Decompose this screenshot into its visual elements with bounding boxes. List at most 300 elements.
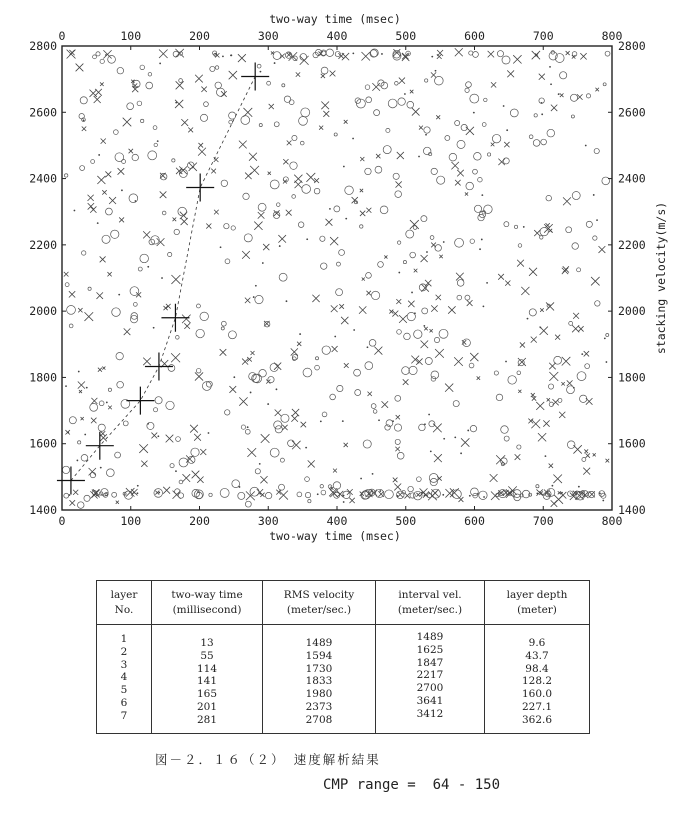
table-cell: 55 xyxy=(200,649,214,662)
semblance-dot-mark xyxy=(65,385,67,387)
semblance-dot-mark xyxy=(360,478,362,480)
semblance-dot-mark xyxy=(372,473,374,475)
x-tick-label-top: 100 xyxy=(120,29,142,43)
semblance-dot-mark xyxy=(527,318,529,320)
semblance-cross-mark xyxy=(163,306,167,310)
y-tick-label-left: 1400 xyxy=(29,503,57,517)
semblance-cross-mark xyxy=(584,449,588,453)
semblance-circle-mark xyxy=(336,289,343,296)
table-cell: 4 xyxy=(120,671,128,684)
header-line: No. xyxy=(114,603,134,616)
semblance-circle-mark xyxy=(393,50,401,58)
semblance-circle-mark xyxy=(259,369,267,377)
semblance-cross-mark xyxy=(448,306,455,313)
semblance-circle-mark xyxy=(501,426,509,434)
semblance-circle-mark xyxy=(422,308,428,314)
semblance-circle-mark xyxy=(339,250,345,256)
semblance-circle-mark xyxy=(546,195,552,201)
semblance-cross-mark xyxy=(586,398,593,405)
semblance-dot-mark xyxy=(596,219,598,221)
semblance-cross-mark xyxy=(258,212,265,219)
semblance-cross-mark xyxy=(491,82,496,87)
table-cell: 1489 xyxy=(416,631,444,643)
semblance-circle-mark xyxy=(305,477,310,482)
table-cell: 160.0 xyxy=(521,688,553,701)
header-line: (meter) xyxy=(517,603,557,616)
semblance-circle-mark xyxy=(336,262,340,266)
semblance-dot-mark xyxy=(147,266,149,268)
semblance-circle-mark xyxy=(200,114,207,121)
semblance-dot-mark xyxy=(573,387,575,389)
semblance-circle-mark xyxy=(371,291,379,299)
semblance-cross-mark xyxy=(344,363,349,368)
semblance-circle-mark xyxy=(84,495,90,501)
semblance-circle-mark xyxy=(366,97,372,103)
semblance-circle-mark xyxy=(431,371,439,379)
table-cell: 3641 xyxy=(416,694,444,707)
semblance-circle-mark xyxy=(81,454,88,461)
col-interval-velocity xyxy=(376,625,485,734)
semblance-circle-mark xyxy=(78,441,81,444)
semblance-circle-mark xyxy=(395,191,402,198)
semblance-circle-mark xyxy=(290,162,297,169)
y-tick-label-left: 1800 xyxy=(29,370,57,385)
table-cell: 2 xyxy=(120,645,128,658)
semblance-dot-mark xyxy=(247,426,249,428)
semblance-cross-mark xyxy=(260,476,267,483)
semblance-circle-mark xyxy=(606,334,609,337)
y-tick-label-left: 1600 xyxy=(29,436,57,451)
semblance-cross-mark xyxy=(271,51,274,54)
semblance-circle-mark xyxy=(67,306,76,315)
semblance-circle-mark xyxy=(93,55,97,59)
semblance-circle-mark xyxy=(298,222,304,228)
semblance-cross-mark xyxy=(175,100,183,108)
semblance-cross-mark xyxy=(333,469,337,473)
semblance-circle-mark xyxy=(117,67,123,73)
semblance-circle-mark xyxy=(255,295,263,303)
semblance-cross-mark xyxy=(382,401,389,408)
plot-frame xyxy=(62,46,612,510)
semblance-circle-mark xyxy=(225,410,230,415)
semblance-circle-mark xyxy=(594,148,599,153)
semblance-circle-mark xyxy=(297,492,302,497)
semblance-circle-mark xyxy=(416,477,421,482)
x-tick-label-bottom: 100 xyxy=(120,514,142,528)
semblance-cross-mark xyxy=(531,393,535,397)
table-cell: 98.4 xyxy=(525,662,549,675)
semblance-circle-mark xyxy=(100,59,104,63)
semblance-cross-mark xyxy=(538,433,546,441)
semblance-cross-mark xyxy=(330,71,336,77)
semblance-dot-mark xyxy=(345,218,347,220)
semblance-circle-mark xyxy=(423,147,431,155)
semblance-cross-mark xyxy=(319,126,323,130)
table-cell: 114 xyxy=(196,662,218,675)
semblance-dot-mark xyxy=(259,463,261,465)
semblance-circle-mark xyxy=(452,490,461,499)
semblance-circle-mark xyxy=(69,324,73,328)
semblance-dot-mark xyxy=(106,402,108,404)
semblance-cross-mark xyxy=(461,438,469,446)
semblance-cross-mark xyxy=(551,500,558,507)
semblance-circle-mark xyxy=(397,452,404,459)
semblance-dot-mark xyxy=(352,52,354,54)
semblance-dot-mark xyxy=(105,54,107,56)
semblance-circle-mark xyxy=(196,329,205,338)
semblance-dot-mark xyxy=(96,495,98,497)
semblance-cross-mark xyxy=(466,127,474,135)
y-tick-label-right: 1600 xyxy=(618,436,646,451)
semblance-circle-mark xyxy=(215,66,219,70)
table-cell: 1833 xyxy=(305,675,333,688)
semblance-cross-mark xyxy=(455,48,463,56)
semblance-cross-mark xyxy=(171,353,180,362)
semblance-cross-mark xyxy=(103,50,111,58)
semblance-circle-mark xyxy=(105,208,112,215)
semblance-dot-mark xyxy=(175,102,177,104)
semblance-cross-mark xyxy=(457,170,464,177)
semblance-dot-mark xyxy=(483,305,485,307)
semblance-cross-mark xyxy=(559,412,565,418)
semblance-dot-mark xyxy=(425,134,427,136)
semblance-cross-mark xyxy=(515,454,521,460)
semblance-circle-mark xyxy=(137,101,142,106)
semblance-circle-mark xyxy=(140,65,145,70)
semblance-circle-mark xyxy=(514,225,517,228)
semblance-dot-mark xyxy=(233,376,235,378)
semblance-cross-mark xyxy=(278,235,286,243)
semblance-cross-mark xyxy=(396,299,401,304)
semblance-cross-mark xyxy=(366,291,371,296)
semblance-circle-mark xyxy=(585,364,590,369)
semblance-circle-mark xyxy=(371,404,376,409)
semblance-circle-mark xyxy=(365,85,370,90)
semblance-circle-mark xyxy=(439,329,448,338)
semblance-cross-mark xyxy=(450,488,459,497)
col-rms-velocity xyxy=(263,625,376,734)
semblance-circle-mark xyxy=(529,135,533,139)
semblance-dot-mark xyxy=(161,277,163,279)
semblance-dot-mark xyxy=(479,248,481,250)
semblance-circle-mark xyxy=(301,108,310,117)
semblance-cross-mark xyxy=(399,315,407,323)
semblance-circle-mark xyxy=(90,403,98,411)
semblance-cross-mark xyxy=(268,172,271,175)
semblance-circle-mark xyxy=(200,312,209,321)
semblance-dot-mark xyxy=(431,56,433,58)
semblance-circle-mark xyxy=(437,176,445,184)
semblance-dot-mark xyxy=(473,112,475,114)
semblance-circle-mark xyxy=(274,421,282,429)
semblance-circle-mark xyxy=(430,236,434,240)
semblance-dot-mark xyxy=(558,93,560,95)
semblance-cross-mark xyxy=(151,433,157,439)
picked-velocity-marker xyxy=(86,432,114,460)
semblance-dot-mark xyxy=(279,245,281,247)
picked-velocity-line xyxy=(71,76,255,480)
semblance-cross-mark xyxy=(97,176,105,184)
semblance-cross-mark xyxy=(76,64,84,72)
table-cell: 13 xyxy=(200,637,214,649)
semblance-dot-mark xyxy=(343,166,345,168)
cmp-range-caption: CMP range = 64 - 150 xyxy=(323,777,501,793)
semblance-circle-mark xyxy=(449,153,457,161)
semblance-cross-mark xyxy=(81,417,84,420)
semblance-cross-mark xyxy=(394,483,401,490)
header-layer-depth xyxy=(485,581,590,625)
semblance-circle-mark xyxy=(282,84,285,87)
semblance-circle-mark xyxy=(355,389,361,395)
semblance-circle-mark xyxy=(141,119,144,122)
semblance-circle-mark xyxy=(455,121,460,126)
semblance-dot-mark xyxy=(230,54,232,56)
semblance-cross-mark xyxy=(238,54,246,62)
semblance-cross-mark xyxy=(549,464,553,468)
semblance-circle-mark xyxy=(334,133,337,136)
semblance-circle-mark xyxy=(425,79,428,82)
semblance-circle-mark xyxy=(232,480,240,488)
semblance-circle-mark xyxy=(132,154,138,160)
semblance-circle-mark xyxy=(106,469,114,477)
semblance-cross-mark xyxy=(445,384,453,392)
semblance-cross-mark xyxy=(88,195,94,201)
semblance-dot-mark xyxy=(593,194,595,196)
semblance-cross-mark xyxy=(243,108,252,117)
semblance-circle-mark xyxy=(393,173,399,179)
semblance-circle-mark xyxy=(457,280,464,287)
semblance-circle-mark xyxy=(406,230,414,238)
semblance-dot-mark xyxy=(421,492,423,494)
semblance-circle-mark xyxy=(474,152,482,160)
semblance-cross-mark xyxy=(372,83,380,91)
semblance-cross-mark xyxy=(578,326,583,331)
semblance-circle-mark xyxy=(566,227,572,233)
semblance-circle-mark xyxy=(315,357,318,360)
semblance-circle-mark xyxy=(403,260,406,263)
semblance-circle-mark xyxy=(385,490,394,499)
semblance-cross-mark xyxy=(498,274,504,280)
semblance-circle-mark xyxy=(474,205,481,212)
semblance-cross-mark xyxy=(470,353,478,361)
semblance-dot-mark xyxy=(343,501,345,503)
picked-velocity-marker xyxy=(145,352,173,380)
semblance-dot-mark xyxy=(352,138,354,140)
semblance-dot-mark xyxy=(379,490,381,492)
semblance-circle-mark xyxy=(395,81,399,85)
semblance-cross-mark xyxy=(573,313,579,319)
semblance-cross-mark xyxy=(332,346,338,352)
y-axis-title: stacking velocity(m/s) xyxy=(654,201,668,355)
semblance-circle-mark xyxy=(568,491,573,496)
table-cell: 3412 xyxy=(416,707,444,720)
semblance-circle-mark xyxy=(541,139,547,145)
semblance-cross-mark xyxy=(437,54,442,59)
semblance-cross-mark xyxy=(247,448,256,457)
semblance-cross-mark xyxy=(465,192,468,195)
semblance-cross-mark xyxy=(84,312,93,321)
semblance-cross-mark xyxy=(582,492,588,498)
semblance-cross-mark xyxy=(518,390,521,393)
semblance-cross-mark xyxy=(606,459,610,463)
semblance-circle-mark xyxy=(534,114,537,117)
semblance-cross-mark xyxy=(229,386,236,393)
semblance-circle-mark xyxy=(245,429,250,434)
semblance-circle-mark xyxy=(360,225,363,228)
table-cell: 43.7 xyxy=(525,649,549,662)
semblance-cross-mark xyxy=(279,491,288,500)
semblance-circle-mark xyxy=(383,146,391,154)
table-cell: 1625 xyxy=(416,643,444,656)
semblance-dot-mark xyxy=(418,156,420,158)
semblance-dot-mark xyxy=(84,434,86,436)
semblance-circle-mark xyxy=(547,129,555,137)
semblance-circle-mark xyxy=(241,116,250,125)
semblance-cross-mark xyxy=(399,78,405,84)
semblance-circle-mark xyxy=(153,126,157,130)
semblance-circle-mark xyxy=(320,485,323,488)
semblance-circle-mark xyxy=(513,490,521,498)
semblance-dot-mark xyxy=(469,495,471,497)
semblance-cross-mark xyxy=(78,308,82,312)
header-line: (meter/sec.) xyxy=(397,603,463,616)
semblance-cross-mark xyxy=(321,102,329,110)
semblance-cross-mark xyxy=(428,491,437,500)
semblance-circle-mark xyxy=(424,127,430,133)
semblance-dot-mark xyxy=(255,285,257,287)
semblance-circle-mark xyxy=(469,363,474,368)
semblance-circle-mark xyxy=(414,330,422,338)
semblance-circle-mark xyxy=(292,195,296,199)
semblance-circle-mark xyxy=(457,295,462,300)
semblance-dot-mark xyxy=(317,493,319,495)
semblance-circle-mark xyxy=(154,489,163,498)
semblance-cross-mark xyxy=(436,115,440,119)
semblance-cross-mark xyxy=(488,51,494,57)
semblance-circle-mark xyxy=(112,492,117,497)
semblance-circle-mark xyxy=(421,216,427,222)
picked-velocities xyxy=(57,62,269,494)
semblance-cross-mark xyxy=(547,398,550,401)
semblance-circle-mark xyxy=(258,203,266,211)
semblance-circle-mark xyxy=(196,304,200,308)
semblance-cross-mark xyxy=(107,272,111,276)
x-axis-title-bottom: two-way time (msec) xyxy=(269,529,401,543)
semblance-cross-mark xyxy=(344,120,348,124)
semblance-circle-mark xyxy=(168,252,172,256)
semblance-cross-mark xyxy=(467,300,473,306)
semblance-circle-mark xyxy=(315,365,320,370)
semblance-circle-mark xyxy=(582,458,586,462)
semblance-cross-mark xyxy=(584,351,589,356)
semblance-circle-mark xyxy=(508,376,516,384)
semblance-cross-mark xyxy=(342,53,349,60)
semblance-circle-mark xyxy=(314,188,320,194)
semblance-cross-mark xyxy=(70,500,76,506)
y-tick-label-right: 2400 xyxy=(618,171,646,186)
semblance-cross-mark xyxy=(79,390,82,393)
semblance-circle-mark xyxy=(245,501,251,507)
semblance-circle-mark xyxy=(308,500,311,503)
semblance-cross-mark xyxy=(439,255,442,258)
semblance-circle-mark xyxy=(229,112,236,119)
semblance-cross-mark xyxy=(431,305,437,311)
semblance-dot-mark xyxy=(334,336,336,338)
semblance-circle-mark xyxy=(482,123,486,127)
semblance-circle-mark xyxy=(69,417,76,424)
semblance-circle-mark xyxy=(170,464,174,468)
y-tick-label-right: 2000 xyxy=(618,304,646,319)
y-tick-label-left: 2400 xyxy=(29,171,57,186)
semblance-cross-mark xyxy=(90,206,96,212)
semblance-cross-mark xyxy=(141,461,147,467)
semblance-cross-mark xyxy=(321,74,325,78)
table-cell: 128.2 xyxy=(521,675,553,688)
semblance-circle-mark xyxy=(221,180,227,186)
semblance-cross-mark xyxy=(431,243,436,248)
semblance-cross-mark xyxy=(118,168,125,175)
semblance-cross-mark xyxy=(459,497,464,502)
semblance-dot-mark xyxy=(153,327,155,329)
semblance-cross-mark xyxy=(430,329,433,332)
semblance-circle-mark xyxy=(330,394,336,400)
semblance-circle-mark xyxy=(567,386,575,394)
semblance-cross-mark xyxy=(397,152,404,159)
semblance-cross-mark xyxy=(143,231,150,238)
semblance-dot-mark xyxy=(208,432,210,434)
semblance-cross-mark xyxy=(176,81,184,89)
semblance-circle-mark xyxy=(455,238,464,247)
semblance-cross-mark xyxy=(89,468,96,475)
semblance-cross-mark xyxy=(239,397,247,405)
semblance-cross-mark xyxy=(250,166,259,175)
semblance-circle-mark xyxy=(225,259,230,264)
x-tick-label-top: 400 xyxy=(326,29,348,43)
semblance-cross-mark xyxy=(139,444,148,453)
table-cell: 201 xyxy=(196,700,218,713)
semblance-cross-mark xyxy=(221,91,227,97)
semblance-dot-mark xyxy=(505,361,507,363)
semblance-circle-mark xyxy=(281,414,289,422)
table-cell: 362.6 xyxy=(521,713,553,726)
semblance-dot-mark xyxy=(467,430,469,432)
semblance-circle-mark xyxy=(154,143,157,146)
header-line: two-way time xyxy=(171,588,243,601)
semblance-circle-mark xyxy=(299,116,308,125)
semblance-dot-mark xyxy=(545,455,547,457)
semblance-dot-mark xyxy=(549,66,551,68)
semblance-circle-mark xyxy=(80,97,87,104)
semblance-cross-mark xyxy=(69,291,75,297)
semblance-circle-mark xyxy=(429,474,438,483)
semblance-circle-mark xyxy=(337,385,343,391)
semblance-cross-mark xyxy=(434,454,442,462)
semblance-circle-mark xyxy=(133,302,137,306)
semblance-circle-mark xyxy=(536,485,539,488)
semblance-circle-mark xyxy=(265,492,271,498)
semblance-cross-mark xyxy=(593,453,596,456)
semblance-cross-mark xyxy=(251,351,255,355)
semblance-circle-mark xyxy=(115,452,121,458)
semblance-cross-mark xyxy=(583,468,590,475)
y-tick-label-right: 2200 xyxy=(618,237,646,252)
semblance-dot-mark xyxy=(274,62,276,64)
semblance-cross-mark xyxy=(435,349,444,358)
semblance-dot-mark xyxy=(604,337,606,339)
semblance-cross-mark xyxy=(245,173,252,180)
semblance-cross-mark xyxy=(308,460,315,467)
semblance-dot-mark xyxy=(541,113,543,115)
